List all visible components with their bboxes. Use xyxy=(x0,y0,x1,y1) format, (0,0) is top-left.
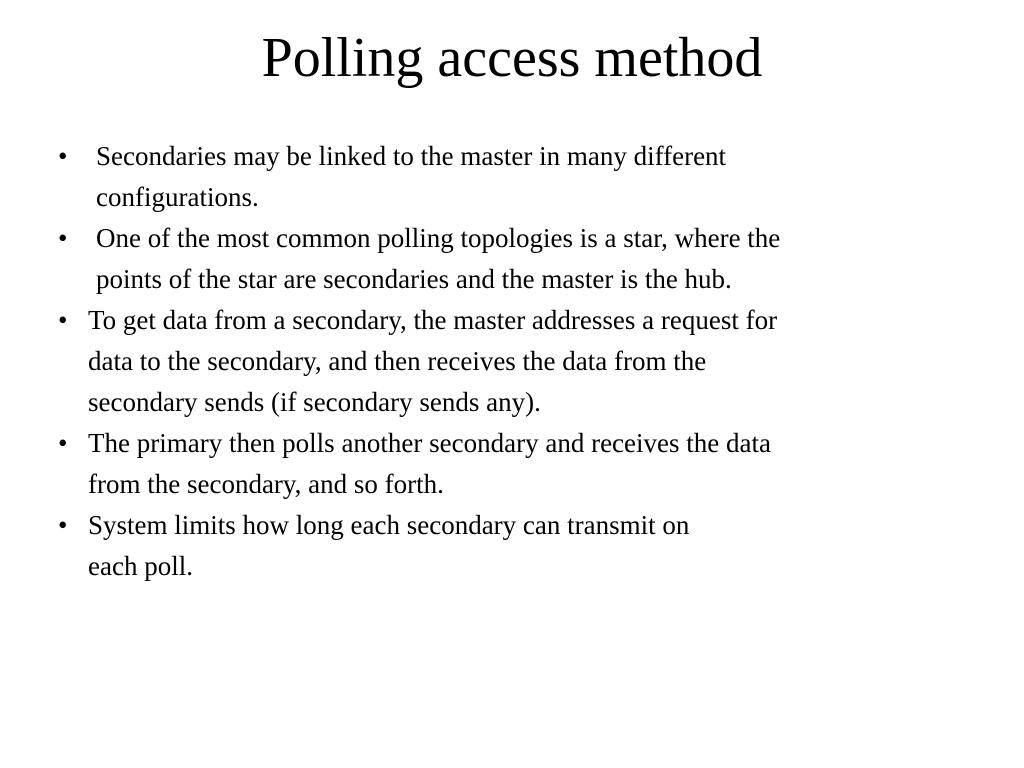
bullet-line: points of the star are secondaries and the master is the hub. xyxy=(96,264,732,294)
bullet-list xyxy=(58,136,998,587)
bullet-marker: • xyxy=(58,510,68,540)
bullet-line: System limits how long each secondary can transmit on xyxy=(88,510,690,540)
bullet-item xyxy=(58,136,998,218)
bullet-line: To get data from a secondary, the master addresses a request for xyxy=(88,305,778,335)
bullet-item xyxy=(58,300,998,423)
bullet-line: from the secondary, and so forth. xyxy=(88,469,444,499)
bullet-marker: • xyxy=(58,428,68,458)
bullet-line: The primary then polls another secondary and receives the data xyxy=(88,428,771,458)
bullet-marker: • xyxy=(58,223,68,253)
bullet-text xyxy=(58,300,998,423)
bullet-text xyxy=(58,136,998,218)
bullet-item xyxy=(58,505,998,587)
bullet-line: each poll. xyxy=(88,551,193,581)
bullet-marker: • xyxy=(58,141,68,171)
bullet-line: configurations. xyxy=(96,182,259,212)
bullet-line: Secondaries may be linked to the master in many different xyxy=(96,141,727,171)
bullet-line: data to the secondary, and then receives the data from the xyxy=(88,346,707,376)
bullet-text xyxy=(58,218,998,300)
bullet-item xyxy=(58,218,998,300)
bullet-line: secondary sends (if secondary sends any). xyxy=(88,387,541,417)
slide-title: Polling access method xyxy=(261,27,763,89)
bullet-marker: • xyxy=(58,305,68,335)
bullet-text xyxy=(58,423,998,505)
bullet-item xyxy=(58,423,998,505)
bullet-text xyxy=(58,505,998,587)
bullet-line: One of the most common polling topologies is a star, where the xyxy=(96,223,781,253)
